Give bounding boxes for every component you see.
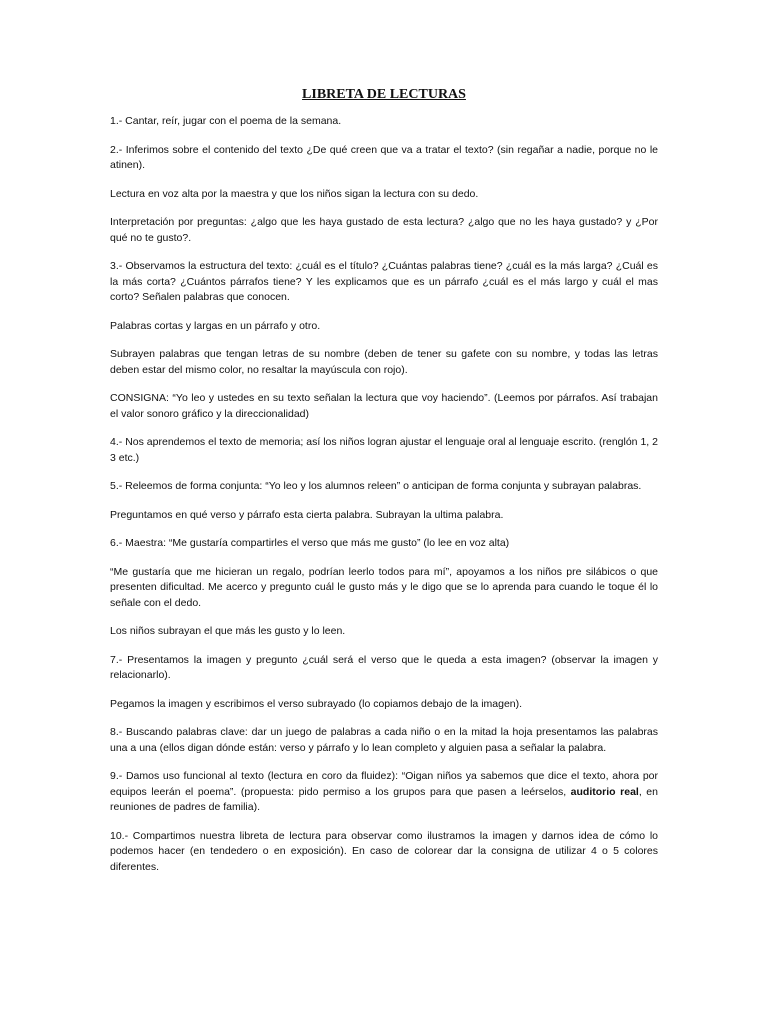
paragraph-10: 5.- Releemos de forma conjunta: “Yo leo y los alumnos releen” o anticipan de forma conjunta y subrayan palabras. xyxy=(110,480,642,492)
paragraph-6: Palabras cortas y largas en un párrafo y otro. xyxy=(110,319,321,332)
paragraph-13: “Me gustaría que me hicieran un regalo, podrían leerlo todos para mí”, apoyamos a los niños pre silábicos o que presenten dificultad. Me acerco y pregunto cuál le gusto más y le digo que se lo aprenda para cuando le toque él lo señale con el dedo. xyxy=(110,565,658,609)
paragraph-11: Preguntamos en qué verso y párrafo esta cierta palabra. Subrayan la ultima palabra. xyxy=(110,508,504,521)
paragraph-4: Interpretación por preguntas: ¿algo que les haya gustado de esta lectura? ¿algo que no les haya gustado? y ¿Por qué no te gusto?. xyxy=(110,216,658,244)
document-page xyxy=(110,86,658,888)
paragraph-17: 8.- Buscando palabras clave: dar un juego de palabras a cada niño o en la mitad la hoja presentamos las palabras una a una (ellos digan dónde están: verso y párrafo y lo lean completo y alguien pasa a señalar la palabra. xyxy=(110,726,658,754)
paragraph-9: 4.- Nos aprendemos el texto de memoria; así los niños logran ajustar el lenguaje oral al lenguaje escrito. (renglón 1, 2 3 etc.) xyxy=(110,436,658,464)
paragraph-5: 3.- Observamos la estructura del texto: ¿cuál es el título? ¿Cuántas palabras tiene? ¿cuál es la más larga? ¿Cuál es la más corta? ¿Cuántos párrafos tiene? Y les explicamos que es un párrafo ¿cuál es el más largo y cuál el mas corto? Señalen palabras que conocen. xyxy=(110,260,658,303)
paragraph-7: Subrayen palabras que tengan letras de su nombre (deben de tener su gafete con su nombre, y todas las letras deben estar del mismo color, no resaltar la mayúscula con rojo). xyxy=(110,348,658,376)
paragraph-16: Pegamos la imagen y escribimos el verso subrayado (lo copiamos debajo de la imagen). xyxy=(110,697,523,710)
paragraph-8: CONSIGNA: “Yo leo y ustedes en su texto señalan la lectura que voy haciendo”. (Leemos por párrafos. Así trabajan el valor sonoro gráfico y la direccionalidad) xyxy=(110,392,658,420)
paragraph-14: Los niños subrayan el que más les gusto y lo leen. xyxy=(110,625,346,637)
paragraph-18-text-before: 9.- Damos uso funcional al texto (lectura en coro da fluidez): “Oigan niños ya sabemos que dice el texto, ahora por equipos leerán el poema”. (propuesta: pido permiso a los grupos para que pasen a leérselos, xyxy=(110,770,658,798)
document-title: LIBRETA DE LECTURAS xyxy=(302,87,466,102)
paragraph-18-bold-text: auditorio real xyxy=(570,785,639,798)
paragraph-12: 6.- Maestra: “Me gustaría compartirles el verso que más me gusto” (lo lee en voz alta) xyxy=(110,537,510,549)
paragraph-15: 7.- Presentamos la imagen y pregunto ¿cuál será el verso que le queda a esta imagen? (observar la imagen y relacionarlo). xyxy=(110,653,658,681)
paragraph-2: 2.- Inferimos sobre el contenido del texto ¿De qué creen que va a tratar el texto? (sin regañar a nadie, porque no le atinen). xyxy=(110,143,658,171)
paragraph-19: 10.- Compartimos nuestra libreta de lectura para observar como ilustramos la imagen y darnos idea de cómo lo podemos hacer (en tendedero o en exposición). En caso de colorear dar la consigna de utilizar 4 o 5 colores diferentes. xyxy=(110,829,658,873)
paragraph-18-text-after: , en reuniones de padres de familia). xyxy=(110,785,658,813)
paragraph-1: 1.- Cantar, reír, jugar con el poema de la semana. xyxy=(110,115,342,127)
paragraph-3: Lectura en voz alta por la maestra y que los niños sigan la lectura con su dedo. xyxy=(110,187,479,200)
paragraph-18 xyxy=(110,769,658,816)
